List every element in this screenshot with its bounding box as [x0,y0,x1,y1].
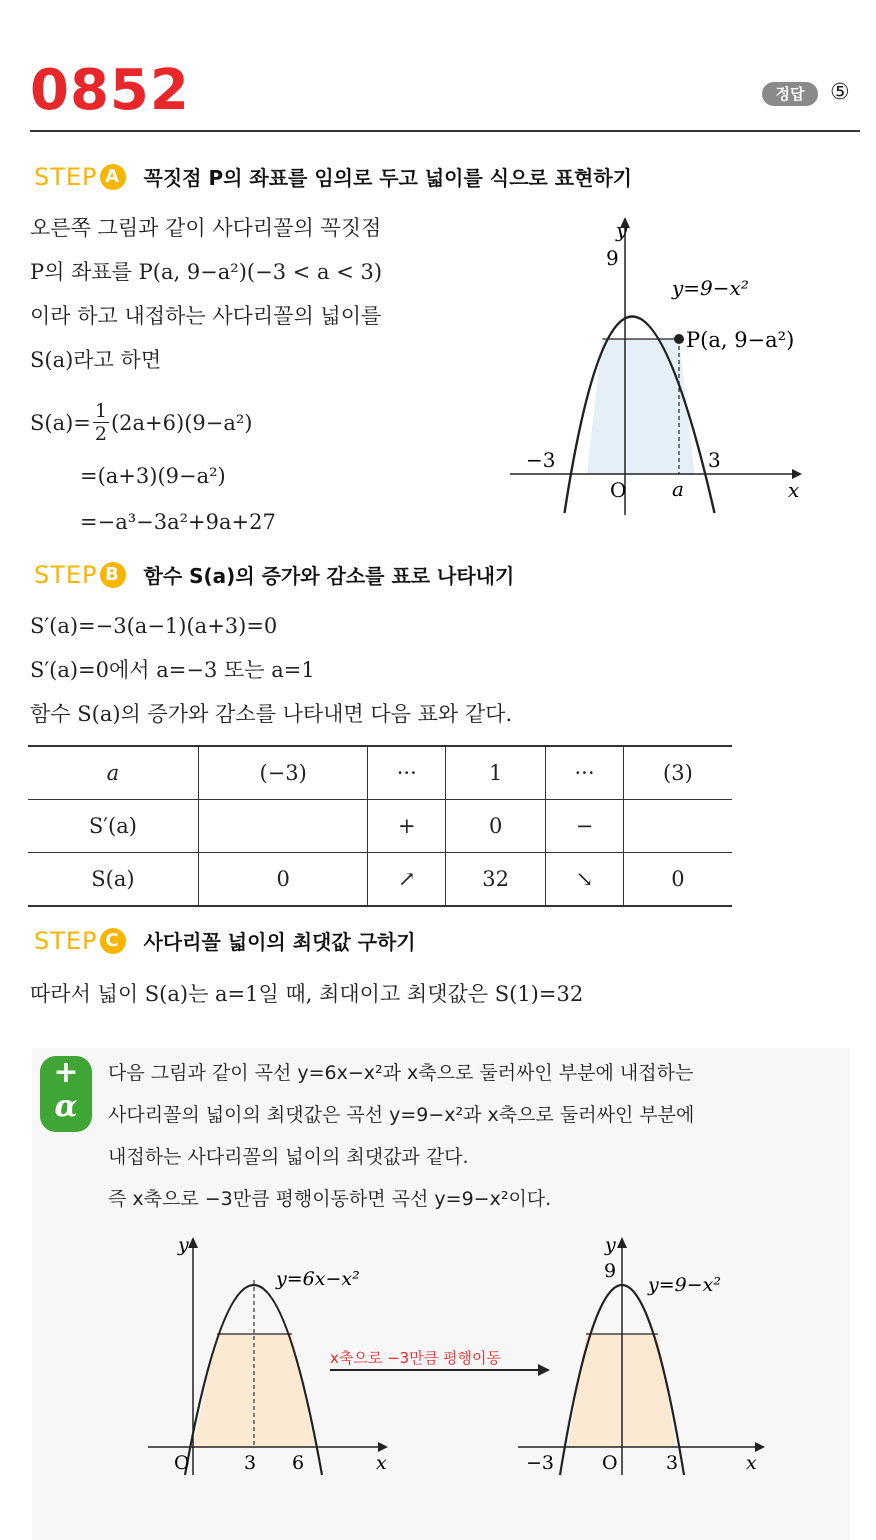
step-b-line: S′(a)=0에서 a=−3 또는 a=1 [30,658,315,682]
table-row [28,800,732,853]
point-p [674,334,684,344]
step-b-line: 함수 S(a)의 증가와 감소를 나타내면 다음 표와 같다. [30,702,513,726]
step-a-title: 꼭짓점 P의 좌표를 임의로 두고 넓이를 식으로 표현하기 [143,166,632,190]
label-curve: y=9−x² [648,1274,721,1296]
label-y-axis: y [178,1234,189,1256]
table-row [28,853,732,907]
eq1-fraction [93,400,109,445]
eq1-right: (2a+6)(9−a²) [110,410,253,435]
y-axis-arrow [188,1237,198,1248]
label-x-axis: x [788,478,800,502]
label-plus3: 3 [708,448,721,472]
label-y-axis: y [605,1234,616,1256]
label-y-axis: y [616,218,628,242]
step-b-letter: B [100,562,126,588]
step-a-tag: STEP [34,162,98,191]
table-row [28,746,732,800]
label-x-axis: x [746,1452,757,1474]
tip-text [108,1052,694,1220]
step-b-title: 함수 S(a)의 증가와 감소를 표로 나타내기 [143,564,515,588]
tip-line: 내접하는 사다리꼴의 넓이의 최댓값과 같다. [108,1146,469,1168]
step-a-eq2: =(a+3)(9−a²) [80,464,226,488]
eq1-frac-num: 1 [94,400,107,422]
table-cell: 0 [198,853,368,907]
step-c-letter: C [100,928,126,954]
step-a-letter: A [100,164,126,190]
table-cell: ↘ [546,853,624,907]
table-cell: 0 [623,853,732,907]
shift-arrow-label: x축으로 −3만큼 평행이동 [330,1349,501,1367]
step-a-line: P의 좌표를 P(a, 9−a²)(−3 < a < 3) [30,260,383,284]
step-a-line: S(a)라고 하면 [30,348,162,372]
step-c-title: 사다리꼴 넓이의 최댓값 구하기 [143,930,416,954]
label-a: a [672,477,684,501]
table-cell: (3) [623,746,732,800]
table-cell [623,800,732,853]
table-cell: + [368,800,446,853]
table-cell: 1 [446,746,546,800]
table-cell: a [28,746,198,800]
plus-glyph: + [53,1055,79,1090]
x-axis-arrow [755,1442,765,1452]
step-b-line: S′(a)=−3(a−1)(a+3)=0 [30,614,278,638]
plus-alpha-icon [40,1056,92,1132]
tip-graph-right [510,1225,780,1485]
tip-line: 사다리꼴의 넓이의 최댓값은 곡선 y=9−x²과 x축으로 둘러싸인 부분에 [108,1104,695,1126]
step-a-eq1 [30,400,253,445]
table-cell: S′(a) [28,800,198,853]
step-a-heading [34,162,632,191]
step-a-eq3: =−a³−3a²+9a+27 [80,510,276,534]
table-cell: ··· [368,746,446,800]
table-cell: 32 [446,853,546,907]
tip-line: 즉 x축으로 −3만큼 평행이동하면 곡선 y=9−x²이다. [108,1188,552,1210]
label-x-axis: x [376,1452,387,1474]
table-cell: 0 [446,800,546,853]
step-a-line: 오른쪽 그림과 같이 사다리꼴의 꼭짓점 [30,216,382,240]
table-cell: ··· [546,746,624,800]
eq1-frac-den: 2 [94,423,107,445]
answer-badge: 정답 [762,82,818,106]
y-axis-arrow [617,1237,627,1248]
label-y-int: 9 [606,246,619,270]
label-origin: O [174,1452,190,1474]
tip-line: 다음 그림과 같이 곡선 y=6x−x²과 x축으로 둘러싸인 부분에 내접하는 [108,1062,694,1084]
label-six: 6 [292,1452,305,1474]
sign-table [28,745,732,907]
header-rule [30,130,860,132]
step-a-graph [500,205,840,525]
answer-value: ⑤ [830,80,850,105]
label-plus3: 3 [666,1452,679,1474]
label-origin: O [602,1452,618,1474]
step-a-line: 이라 하고 내접하는 사다리꼴의 넓이를 [30,304,382,328]
label-origin: O [610,478,627,502]
step-b-heading [34,560,514,589]
table-cell: S(a) [28,853,198,907]
label-three: 3 [244,1452,257,1474]
step-b-text [30,604,512,736]
step-a-text [30,206,382,382]
alpha-glyph: α [54,1089,78,1124]
table-cell: ↗ [368,853,446,907]
step-b-tag: STEP [34,560,98,589]
label-minus3: −3 [526,448,556,472]
eq1-left: S(a)= [30,410,91,435]
label-minus3: −3 [526,1452,555,1474]
table-cell: (−3) [198,746,368,800]
label-curve: y=9−x² [672,276,749,300]
problem-number: 0852 [30,58,190,123]
step-c-text: 따라서 넓이 S(a)는 a=1일 때, 최대이고 최댓값은 S(1)=32 [30,982,584,1006]
label-y-int: 9 [604,1260,617,1282]
table-cell: − [546,800,624,853]
step-c-tag: STEP [34,926,98,955]
step-c-heading [34,926,416,955]
label-point: P(a, 9−a²) [686,328,795,352]
x-axis-arrow [378,1442,388,1452]
label-curve: y=6x−x² [276,1268,360,1290]
table-cell [198,800,368,853]
